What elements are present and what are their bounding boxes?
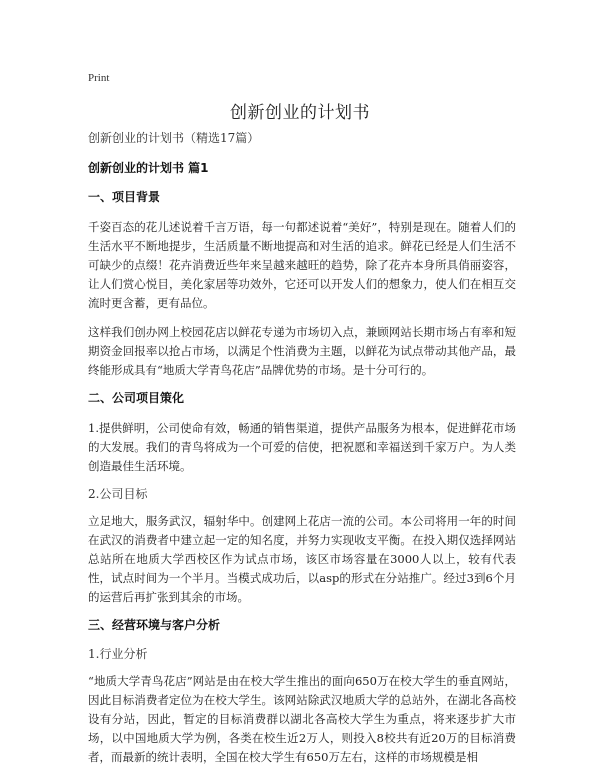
subsection-heading-goal: 2.公司目标 [88,487,148,501]
section-heading-background: 一、项目背景 [88,190,161,204]
paragraph: 千姿百态的花儿述说着千言万语，每一句都述说着“美好”，特别是现在。随着人们的生活水平不断地提步，生活质量不断地提高和对生活的追求。鲜花已经是人们生活不可缺少的点缀！花卉消费近些年来呈越来越旺的趋势，除了花卉本身所具俏丽姿容，让人们赏心悦目，美化家居等功效外，它还可以开发人们的想象力，使人们在相互交流时更含蓄，更有品位。 [88,220,516,310]
paragraph: 1.提供鲜明，公司使命有效，畅通的销售渠道，提供产品服务为根本，促进鲜花市场的大发展。我们的青鸟将成为一个可爱的信使，把祝愿和幸福送到千家万户。为人类创造最佳生活环境。 [88,421,516,473]
document-body [88,130,516,776]
paragraph: 立足地大，服务武汉，辐射华中。创建网上花店一流的公司。本公司将用一年的时间在武汉的消费者中建立起一定的知名度，并努力实现收支平衡。在投入期仅选择网站总站所在地质大学西校区作为试点市场，该区市场容量在3000人以上，较有代表性，试点时间为一个半月。当模式成功后，以asp的形式在分站推广。经过3到6个月的运营后再扩张到其余的市场。 [88,514,516,604]
section-heading-environment: 三、经营环境与客户分析 [88,618,221,632]
print-link[interactable]: Print [88,72,110,84]
paragraph: “地质大学青鸟花店”网站是由在校大学生推出的面向650万在校大学生的垂直网站，因此目标消费者定位为在校大学生。该网站除武汉地质大学的总站外，在湖北各高校设有分站，因此，暂定的目标消费群以湖北各高校大学生为重点，将来逐步扩大市场，以中国地质大学为例，各类在校生近2万人，则投入8校共有近20万的目标消费者，而最新的统计表明，全国在校大学生有650万左右，这样的市场规模是相 [88,674,516,764]
subsection-heading-industry: 1.行业分析 [88,647,148,661]
paragraph: 这样我们创办网上校园花店以鲜花专递为市场切入点，兼顾网站长期市场占有率和短期资金回报率以抢占市场，以满足个性消费为主题，以鲜花为试点带动其他产品，最终能形成具有“地质大学青鸟花店”品牌优势的市场。是十分可行的。 [88,325,516,377]
document-title: 创新创业的计划书 [230,103,370,123]
chapter-heading: 创新创业的计划书 篇1 [88,161,209,175]
section-heading-strategy: 二、公司项目策化 [88,391,185,405]
document-subtitle: 创新创业的计划书（精选17篇） [88,131,260,145]
